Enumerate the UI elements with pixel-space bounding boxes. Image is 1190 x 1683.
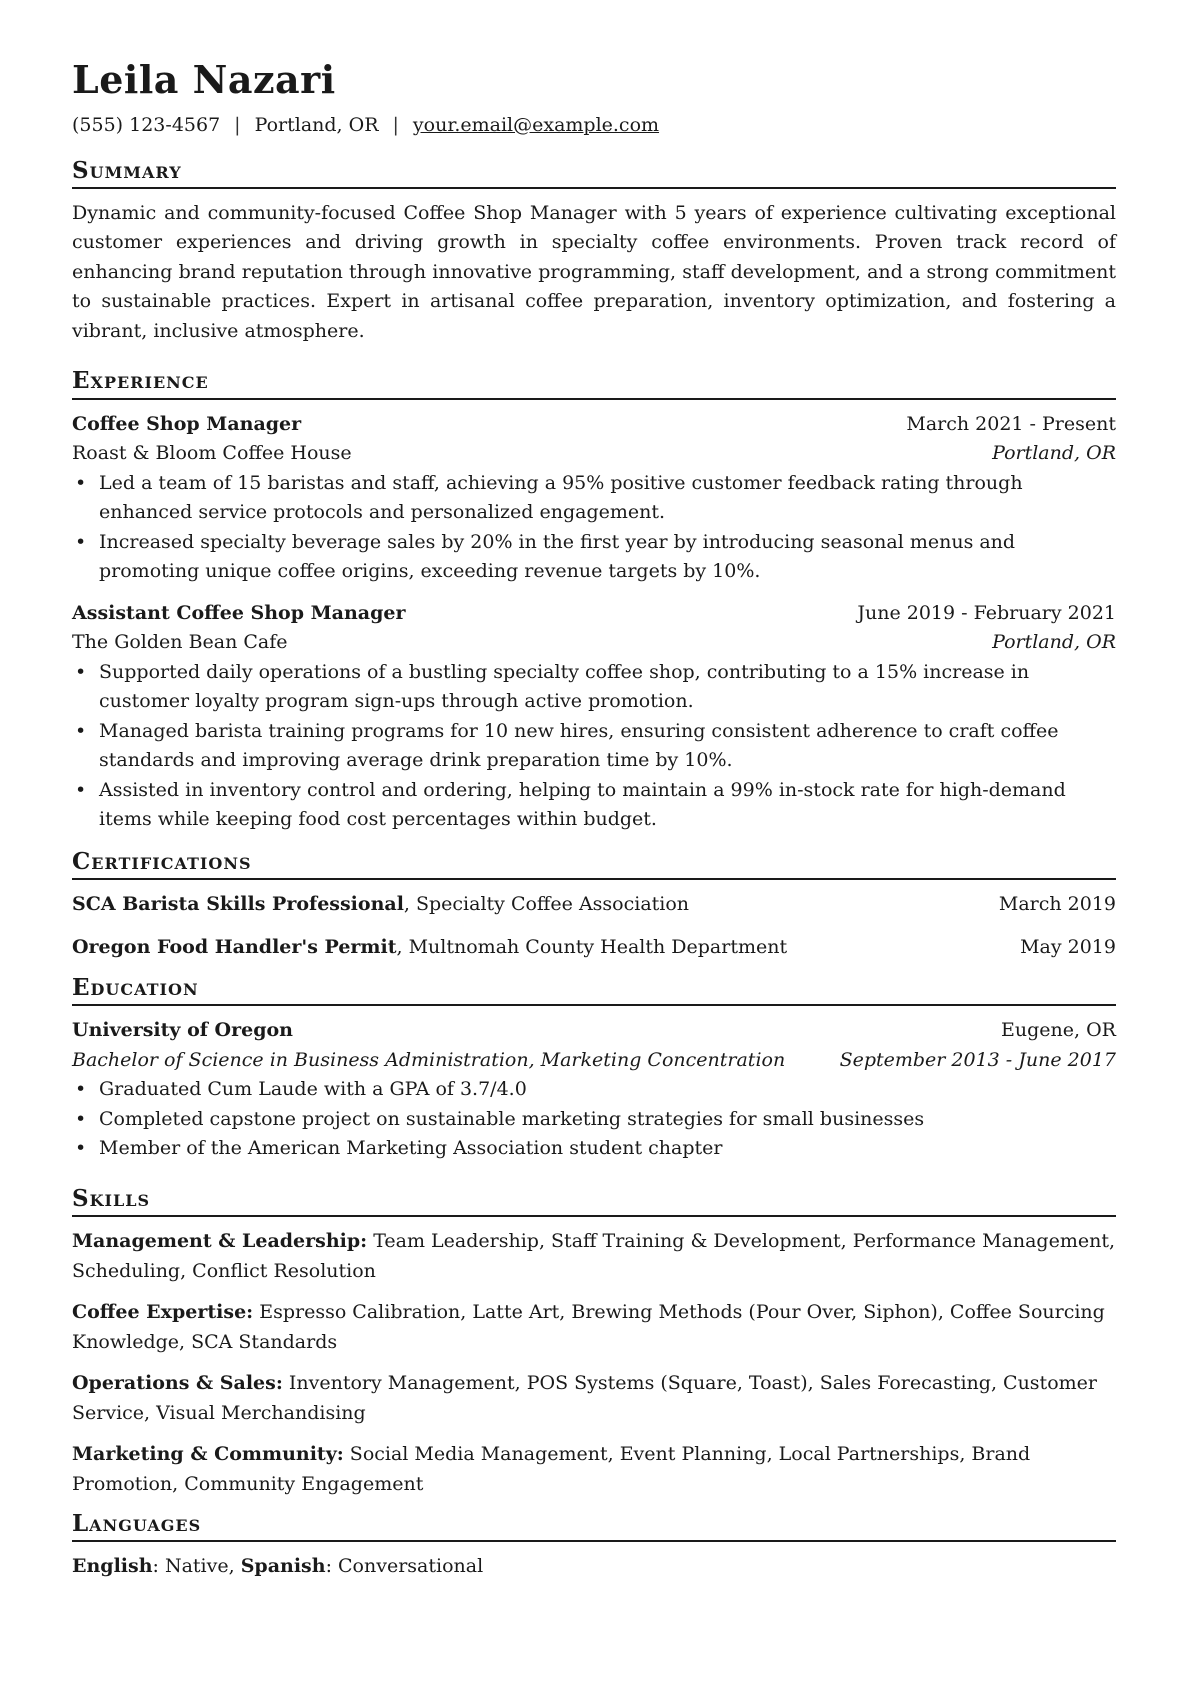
- language-level: : Conversational: [325, 1555, 484, 1578]
- section-title-education: Education: [72, 975, 1116, 1006]
- phone-number: (555) 123-4567: [72, 113, 221, 136]
- candidate-name: Leila Nazari: [72, 57, 336, 102]
- certification-issuer: , Specialty Coffee Association: [403, 893, 690, 916]
- job-bullets: [72, 658, 1116, 835]
- skill-value: Team Leadership, Staff Training & Development, Performance Management, Scheduling, Conflict Resolution: [72, 1230, 1116, 1282]
- job-role: Coffee Shop Manager: [72, 412, 302, 435]
- list-item: • Assisted in inventory control and ordering, helping to maintain a 99% in-stock rate for high-demand items while keeping food cost percentages within budget.: [99, 776, 1116, 835]
- skill-group: [72, 1440, 1116, 1499]
- certification-date: May 2019: [1020, 935, 1116, 958]
- skill-label: Coffee Expertise:: [72, 1301, 254, 1324]
- job-company: The Golden Bean Cafe: [72, 631, 288, 654]
- certification-row: [72, 890, 1116, 920]
- languages-line: [72, 1552, 1116, 1582]
- language-level: : Native,: [152, 1555, 241, 1578]
- certification-date: March 2019: [998, 893, 1116, 916]
- email-link[interactable]: your.email@example.com: [412, 113, 660, 136]
- degree-name: Bachelor of Science in Business Administration, Marketing Concentration: [72, 1048, 786, 1071]
- section-title-experience: Experience: [72, 368, 1116, 399]
- job-dates: March 2021 - Present: [906, 412, 1116, 435]
- summary-section: [72, 158, 1116, 347]
- list-item: • Member of the American Marketing Association student chapter: [99, 1134, 1116, 1164]
- certifications-section: [72, 849, 1116, 962]
- education-bullets: [72, 1075, 1116, 1164]
- section-title-certifications: Certifications: [72, 849, 1116, 880]
- skill-group: [72, 1369, 1116, 1428]
- skill-value: Inventory Management, POS Systems (Square, Toast), Sales Forecasting, Customer Service, Visual Merchandising: [72, 1372, 1097, 1424]
- job-company: Roast & Bloom Coffee House: [72, 442, 352, 465]
- list-item: • Supported daily operations of a bustling specialty coffee shop, contributing to a 15% increase in customer loyalty program sign-ups through active promotion.: [99, 658, 1116, 717]
- school-name: University of Oregon: [72, 1019, 293, 1042]
- skill-label: Marketing & Community:: [72, 1443, 344, 1466]
- language-name: Spanish: [240, 1555, 326, 1578]
- certification-row: [72, 933, 1116, 963]
- location-text: Portland, OR: [254, 113, 379, 136]
- education-section: [72, 975, 1116, 1164]
- list-item: • Increased specialty beverage sales by 20% in the first year by introducing seasonal menus and promoting unique coffee origins, exceeding revenue targets by 10%.: [99, 528, 1116, 587]
- certification-issuer: , Multnomah County Health Department: [396, 935, 788, 958]
- skill-value: Espresso Calibration, Latte Art, Brewing Methods (Pour Over, Siphon), Coffee Sourcing Knowledge, SCA Standards: [72, 1301, 1105, 1353]
- certification-name: Oregon Food Handler's Permit: [72, 935, 397, 958]
- language-name: English: [72, 1555, 153, 1578]
- languages-section: [72, 1511, 1116, 1582]
- job-entry: [72, 599, 1116, 835]
- section-title-summary: Summary: [72, 158, 1116, 189]
- list-item: • Completed capstone project on sustainable marketing strategies for small businesses: [99, 1105, 1116, 1135]
- skill-label: Operations & Sales:: [72, 1372, 283, 1395]
- education-dates: September 2013 - June 2017: [839, 1048, 1116, 1071]
- experience-section: [72, 368, 1116, 834]
- skill-group: [72, 1227, 1116, 1286]
- summary-text: Dynamic and community-focused Coffee Shop Manager with 5 years of experience cultivating exceptional customer experiences and driving growth in specialty coffee environments. Proven track record of enhancing brand reputation through innovative programming, staff development, and a strong commitment to sustainable practices. Expert in artisanal coffee preparation, inventory optimization, and fostering a vibrant, inclusive atmosphere.: [72, 201, 1116, 342]
- job-entry: [72, 410, 1116, 587]
- list-item: • Graduated Cum Laude with a GPA of 3.7/4.0: [99, 1075, 1116, 1105]
- section-title-skills: Skills: [72, 1186, 1116, 1217]
- skill-value: Social Media Management, Event Planning, Local Partnerships, Brand Promotion, Community Engagement: [72, 1443, 1031, 1495]
- job-dates: June 2019 - February 2021: [857, 601, 1116, 624]
- job-location: Portland, OR: [992, 442, 1116, 465]
- job-bullets: [72, 469, 1116, 587]
- school-location: Eugene, OR: [1001, 1019, 1116, 1042]
- skill-label: Management & Leadership:: [72, 1230, 368, 1253]
- contact-separator: |: [234, 113, 241, 136]
- skills-section: [72, 1186, 1116, 1499]
- skill-group: [72, 1298, 1116, 1357]
- section-title-languages: Languages: [72, 1511, 1116, 1542]
- contact-separator: |: [392, 113, 399, 136]
- job-location: Portland, OR: [992, 631, 1116, 654]
- list-item: • Led a team of 15 baristas and staff, achieving a 95% positive customer feedback rating through enhanced service protocols and personalized engagement.: [99, 469, 1116, 528]
- certification-name: SCA Barista Skills Professional: [72, 893, 404, 916]
- contact-line: [72, 114, 1116, 136]
- list-item: • Managed barista training programs for 10 new hires, ensuring consistent adherence to craft coffee standards and improving average drink preparation time by 10%.: [99, 717, 1116, 776]
- job-role: Assistant Coffee Shop Manager: [72, 601, 406, 624]
